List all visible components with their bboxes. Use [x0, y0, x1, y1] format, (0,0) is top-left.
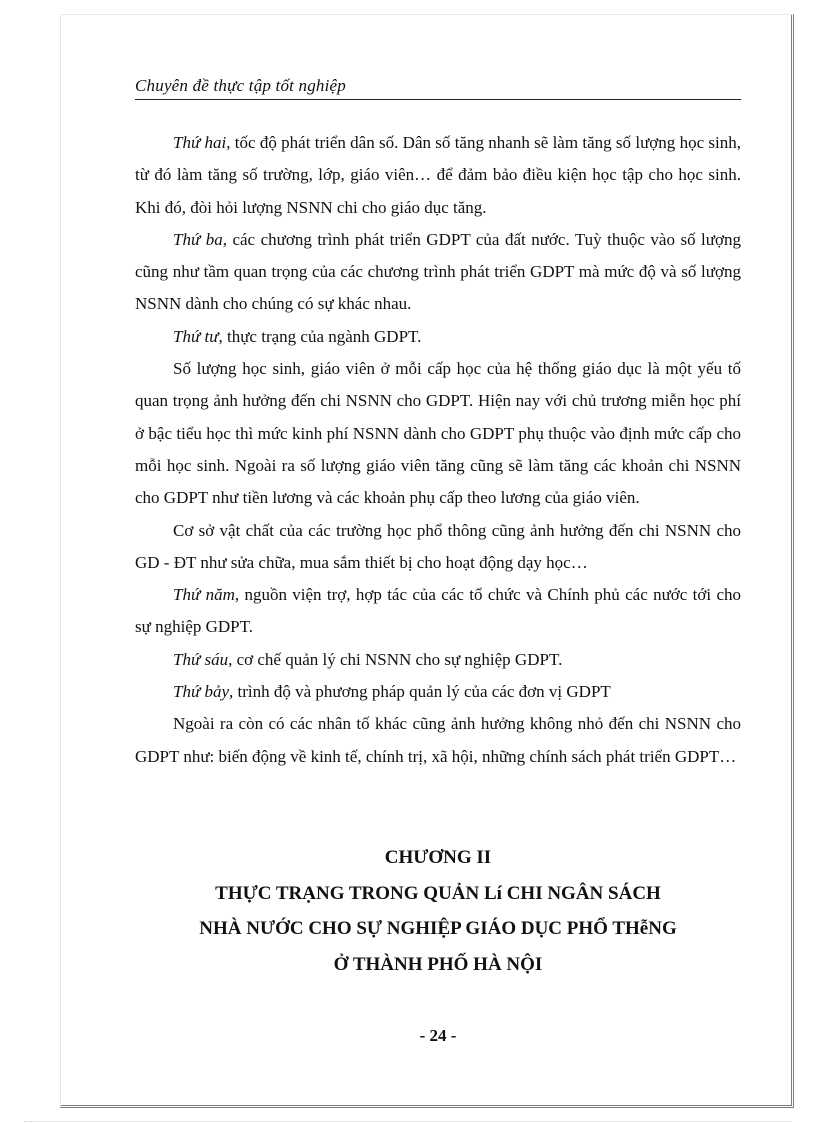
paragraph-text: , trình độ và phương pháp quản lý của các đơn vị GDPT: [229, 682, 611, 702]
page-number: - 24 -: [419, 1026, 457, 1045]
paragraph: [135, 676, 741, 708]
paragraph-text: Số lượng học sinh, giáo viên ở mỗi cấp học của hệ thống giáo dục là một yếu tố quan trọng ảnh hưởng đến chi NSNN cho GDPT. Hiện nay với chủ trương miễn học phí ở bậc tiểu học thì mức kinh phí NSNN dành cho GDPT phụ thuộc vào định mức cấp cho mỗi học sinh. Ngoài ra số lượng giáo viên tăng cũng sẽ làm tăng các khoản chi NSNN cho GDPT như tiền lương và các khoản phụ cấp theo lương của giáo viên.: [135, 359, 741, 508]
paragraph-lead: Thứ bảy: [173, 682, 230, 702]
paragraph: [135, 644, 741, 676]
paragraph: [135, 353, 741, 514]
chapter-heading: [135, 840, 741, 982]
paragraph-lead: Thứ sáu: [173, 649, 229, 669]
paragraph-text: , nguồn viện trợ, hợp tác của các tổ chức và Chính phủ các nước tới cho sự nghiệp GDPT.: [135, 585, 741, 637]
bottom-dotted-divider: [24, 1121, 792, 1122]
paragraph-text: , tốc độ phát triển dân số. Dân số tăng nhanh sẽ làm tăng số lượng học sinh, từ đó làm tăng số trường, lớp, giáo viên… để đảm bảo điều kiện học tập cho học sinh. Khi đó, đòi hỏi lượng NSNN chi cho giáo dục tăng.: [135, 133, 741, 217]
paragraph: [135, 127, 741, 224]
paragraph-lead: Thứ ba: [173, 229, 223, 249]
paragraph: [135, 579, 741, 644]
chapter-title-line-1: THỰC TRẠNG TRONG QUẢN Lí CHI NGÂN SÁCH: [215, 882, 661, 904]
paragraph-text: Cơ sở vật chất của các trường học phổ thông cũng ảnh hưởng đến chi NSNN cho GD - ĐT như sửa chữa, mua sắm thiết bị cho hoạt động dạy học…: [135, 520, 741, 572]
paragraph-lead: Thứ tư: [173, 326, 219, 346]
paragraph-text: , thực trạng của ngành GDPT.: [218, 326, 422, 346]
paragraph-text: Ngoài ra còn có các nhân tố khác cũng ảnh hưởng không nhỏ đến chi NSNN cho GDPT như: biến động về kinh tế, chính trị, xã hội, những chính sách phát triển GDPT…: [135, 714, 741, 766]
running-header: [135, 76, 741, 100]
paragraph: [135, 224, 741, 321]
chapter-title-line-2: NHÀ NƯỚC CHO SỰ NGHIỆP GIÁO DỤC PHỔ THễNG: [199, 918, 677, 939]
paragraph-text: , cơ chế quản lý chi NSNN cho sự nghiệp GDPT.: [228, 649, 563, 669]
paragraph-lead: Thứ năm: [173, 585, 235, 605]
paragraph-text: , các chương trình phát triển GDPT của đất nước. Tuỳ thuộc vào số lượng cũng như tầm quan trọng của các chương trình phát triển GDPT mà mức độ và số lượng NSNN dành cho chúng có sự khác nhau.: [135, 229, 741, 314]
paragraph-lead: Thứ hai: [173, 133, 227, 152]
chapter-title-line-3: Ở THÀNH PHỐ HÀ NỘI: [333, 953, 543, 975]
body-text: [135, 127, 741, 773]
paragraph: [135, 515, 741, 580]
header-title: Chuyên đề thực tập tốt nghiệp: [135, 76, 347, 95]
paragraph: [135, 321, 741, 353]
chapter-number: CHƯƠNG II: [384, 847, 492, 868]
paragraph: [135, 708, 741, 773]
